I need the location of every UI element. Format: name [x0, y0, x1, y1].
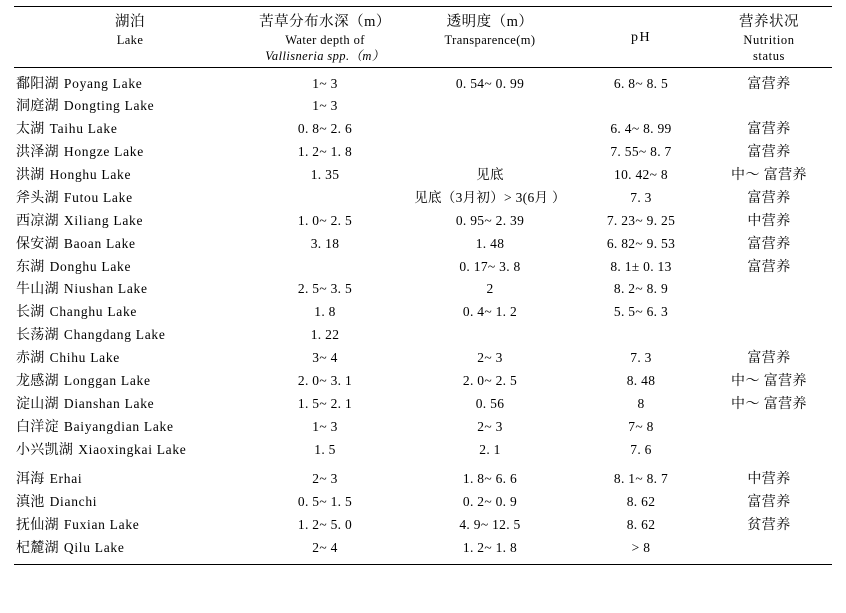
lake-name-en: Fuxian Lake: [63, 517, 140, 533]
cell-water-depth: 2. 5~ 3. 5: [297, 281, 353, 297]
cell-water-depth: 1. 5~ 2. 1: [297, 395, 353, 411]
cell-nutrition-status: [706, 439, 832, 462]
lake-name-en: Honghu Lake: [49, 167, 132, 183]
lake-name-cn: 东湖: [16, 259, 45, 275]
cell-transparence: 2. 1: [479, 441, 501, 457]
cell-transparence: 1. 2~ 1. 8: [404, 537, 576, 564]
cell-nutrition-status: 富营养: [747, 351, 791, 367]
cell-nutrition-status: 富营养: [747, 495, 791, 511]
cell-lake: [14, 468, 246, 491]
cell-ph: 8: [637, 395, 645, 411]
cell-nutrition-status: 富营养: [747, 259, 791, 275]
cell-ph: 8. 48: [626, 372, 656, 388]
table-row: [14, 324, 832, 347]
cell-lake: [14, 141, 246, 164]
cell-nutrition-status: 中营养: [747, 472, 791, 488]
cell-ph: 7. 23~ 9. 25: [606, 212, 676, 228]
table-row: [14, 118, 832, 141]
lake-name-en: Changhu Lake: [49, 304, 138, 320]
cell-nutrition-status: 中～ 富营养: [731, 168, 807, 184]
cell-ph: 6. 8~ 8. 5: [576, 67, 706, 95]
cell-ph: 8. 2~ 8. 9: [613, 281, 669, 297]
cell-water-depth: 1~ 3: [312, 418, 338, 434]
lake-name-en: Qilu Lake: [63, 540, 125, 556]
cell-water-depth: 2~ 3: [312, 471, 338, 487]
lake-name-en: Futou Lake: [63, 189, 133, 205]
table-row: [14, 537, 832, 564]
header-cell-transparence: 透明度（m） Transparence(m): [404, 7, 576, 68]
cell-lake: [14, 210, 246, 233]
table-row: [14, 439, 832, 462]
cell-water-depth: 1. 35: [310, 167, 340, 183]
table-row: [14, 233, 832, 256]
cell-lake: [14, 95, 246, 118]
cell-lake: [14, 416, 246, 439]
lake-name-en: Taihu Lake: [49, 121, 118, 137]
cell-lake: [14, 256, 246, 279]
lake-name-cn: 保安湖: [16, 236, 59, 252]
cell-transparence: 1. 48: [475, 235, 505, 251]
table-row: [14, 67, 832, 95]
row-gap: [14, 461, 832, 468]
cell-ph: [576, 324, 706, 347]
table-row: [14, 347, 832, 370]
cell-water-depth: 1~ 3: [312, 98, 338, 114]
cell-ph: 7. 3: [630, 189, 652, 205]
lake-name-cn: 白洋淀: [16, 419, 59, 435]
cell-water-depth: 3~ 4: [312, 350, 338, 366]
cell-ph: 8. 1~ 8. 7: [613, 471, 669, 487]
cell-ph: > 8: [576, 537, 706, 564]
table-header: [14, 7, 832, 68]
cell-nutrition-status: 中营养: [747, 213, 791, 229]
lake-name-en: Dianchi: [49, 494, 98, 510]
cell-nutrition-status: [706, 537, 832, 564]
table-row: [14, 95, 832, 118]
cell-lake: [14, 537, 246, 564]
header-row: [14, 7, 832, 68]
cell-lake: [14, 439, 246, 462]
lake-name-en: Xiaoxingkai Lake: [78, 441, 187, 457]
cell-transparence: 0. 56: [475, 395, 505, 411]
lake-name-cn: 杞麓湖: [16, 541, 59, 557]
cell-water-depth: 0. 5~ 1. 5: [297, 494, 353, 510]
lake-name-en: Baoan Lake: [63, 235, 136, 251]
cell-lake: [14, 118, 246, 141]
cell-ph: 7~ 8: [628, 418, 654, 434]
cell-transparence: 见底（3月初）> 3(6月 ）: [414, 189, 566, 205]
lake-name-cn: 洪湖: [16, 168, 45, 184]
table-row: [14, 468, 832, 491]
lake-name-cn: 洞庭湖: [16, 99, 59, 115]
cell-transparence: 2: [486, 281, 494, 297]
lake-name-en: Donghu Lake: [49, 258, 132, 274]
cell-ph: 6. 4~ 8. 99: [610, 121, 672, 137]
cell-nutrition-status: 中～ 富营养: [731, 396, 807, 412]
table-body: [14, 67, 832, 564]
table-row: [14, 141, 832, 164]
cell-transparence: 2~ 3: [477, 350, 503, 366]
cell-water-depth: 1. 2~ 1. 8: [297, 144, 353, 160]
cell-transparence: 4. 9~ 12. 5: [459, 517, 521, 533]
lake-name-cn: 太湖: [16, 122, 45, 138]
cell-water-depth: 3. 18: [310, 235, 340, 251]
cell-water-depth: 2~ 4: [246, 537, 404, 564]
lake-name-cn: 淀山湖: [16, 396, 59, 412]
cell-lake: [14, 301, 246, 324]
cell-lake: [14, 278, 246, 301]
lake-name-cn: 小兴凯湖: [16, 442, 74, 458]
lake-name-cn: 洱海: [16, 472, 45, 488]
cell-nutrition-status: [706, 324, 832, 347]
table-row: [14, 278, 832, 301]
table-row: [14, 164, 832, 187]
cell-ph: 7. 6: [630, 441, 652, 457]
cell-ph: 10. 42~ 8: [614, 167, 668, 183]
cell-nutrition-status: 中～ 富营养: [731, 373, 807, 389]
cell-lake: [14, 324, 246, 347]
table-row: [14, 210, 832, 233]
cell-ph: 6. 82~ 9. 53: [606, 235, 676, 251]
cell-ph: 7. 3: [630, 350, 652, 366]
lake-name-cn: 龙感湖: [16, 373, 59, 389]
lake-name-en: Dianshan Lake: [63, 395, 155, 411]
cell-lake: [14, 164, 246, 187]
cell-transparence: 0. 54~ 0. 99: [404, 67, 576, 95]
cell-nutrition-status: [706, 301, 832, 324]
cell-lake: [14, 514, 246, 537]
cell-lake: [14, 187, 246, 210]
cell-lake: [14, 67, 246, 95]
table-row: [14, 416, 832, 439]
lake-name-en: Chihu Lake: [49, 350, 120, 366]
lake-name-cn: 抚仙湖: [16, 518, 59, 534]
lake-name-en: Hongze Lake: [63, 144, 144, 160]
cell-water-depth: 2. 0~ 3. 1: [297, 372, 353, 388]
lake-name-en: Poyang Lake: [63, 75, 143, 91]
cell-nutrition-status: 贫营养: [747, 518, 791, 534]
header-cell-lake: 湖泊 Lake: [14, 7, 246, 68]
cell-transparence: 0. 95~ 2. 39: [455, 212, 525, 228]
cell-ph: 7. 55~ 8. 7: [610, 144, 672, 160]
lake-name-en: Erhai: [49, 471, 83, 487]
cell-transparence: 2~ 3: [477, 418, 503, 434]
header-cell-nutrition-status: 营养状况 Nutrition status: [706, 7, 832, 68]
lake-name-en: Baiyangdian Lake: [63, 418, 174, 434]
cell-nutrition-status: 富营养: [747, 122, 791, 138]
lake-name-en: Niushan Lake: [63, 281, 148, 297]
cell-water-depth: 1. 2~ 5. 0: [297, 517, 353, 533]
cell-transparence: [404, 118, 576, 141]
lake-name-cn: 洪泽湖: [16, 145, 59, 161]
cell-nutrition-status: 富营养: [747, 190, 791, 206]
cell-water-depth: [246, 187, 404, 210]
cell-ph: 8. 1± 0. 13: [610, 258, 672, 274]
table-row: [14, 301, 832, 324]
cell-water-depth: 1. 0~ 2. 5: [297, 212, 353, 228]
cell-ph: 8. 62: [626, 517, 656, 533]
cell-water-depth: 1. 8: [314, 304, 336, 320]
table-row: [14, 491, 832, 514]
lake-name-en: Xiliang Lake: [63, 212, 144, 228]
cell-nutrition-status: [706, 278, 832, 301]
cell-transparence: [404, 95, 576, 118]
cell-transparence: [404, 324, 576, 347]
cell-transparence: 0. 17~ 3. 8: [459, 258, 521, 274]
lake-name-cn: 长荡湖: [16, 328, 59, 344]
lake-name-cn: 长湖: [16, 305, 45, 321]
cell-water-depth: [246, 256, 404, 279]
cell-transparence: 0. 2~ 0. 9: [462, 494, 518, 510]
cell-nutrition-status: 富营养: [747, 145, 791, 161]
table-row: [14, 370, 832, 393]
cell-nutrition-status: 富营养: [747, 236, 791, 252]
cell-lake: [14, 233, 246, 256]
cell-ph: 5. 5~ 6. 3: [613, 304, 669, 320]
cell-ph: [576, 95, 706, 118]
table-row: [14, 256, 832, 279]
lake-name-cn: 鄱阳湖: [16, 76, 59, 92]
lake-name-cn: 斧头湖: [16, 190, 59, 206]
cell-transparence: [404, 141, 576, 164]
lake-name-cn: 牛山湖: [16, 282, 59, 298]
cell-lake: [14, 370, 246, 393]
cell-water-depth: 1. 22: [310, 327, 340, 343]
lake-name-cn: 西凉湖: [16, 213, 59, 229]
cell-lake: [14, 491, 246, 514]
cell-lake: [14, 393, 246, 416]
cell-transparence: 1. 8~ 6. 6: [462, 471, 518, 487]
cell-transparence: 0. 4~ 1. 2: [462, 304, 518, 320]
cell-transparence: 2. 0~ 2. 5: [462, 372, 518, 388]
cell-transparence: 见底: [476, 167, 504, 183]
cell-nutrition-status: [706, 416, 832, 439]
cell-ph: 8. 62: [626, 494, 656, 510]
lake-data-table: [14, 6, 832, 565]
cell-water-depth: 0. 8~ 2. 6: [297, 121, 353, 137]
cell-water-depth: 1. 5: [314, 441, 336, 457]
table-row: [14, 187, 832, 210]
cell-nutrition-status: [706, 95, 832, 118]
header-cell-ph: pH: [576, 7, 706, 68]
lake-name-cn: 滇池: [16, 495, 45, 511]
table-row: [14, 514, 832, 537]
lake-name-en: Longgan Lake: [63, 372, 151, 388]
cell-nutrition-status: 富营养: [706, 67, 832, 95]
lake-name-cn: 赤湖: [16, 351, 45, 367]
lake-name-en: Dongting Lake: [63, 98, 155, 114]
cell-lake: [14, 347, 246, 370]
table-row: [14, 393, 832, 416]
cell-water-depth: 1~ 3: [246, 67, 404, 95]
header-cell-water-depth: 苦草分布水深（m） Water depth of Vallisneria spp.（m）: [246, 7, 404, 68]
lake-name-en: Changdang Lake: [63, 327, 166, 343]
